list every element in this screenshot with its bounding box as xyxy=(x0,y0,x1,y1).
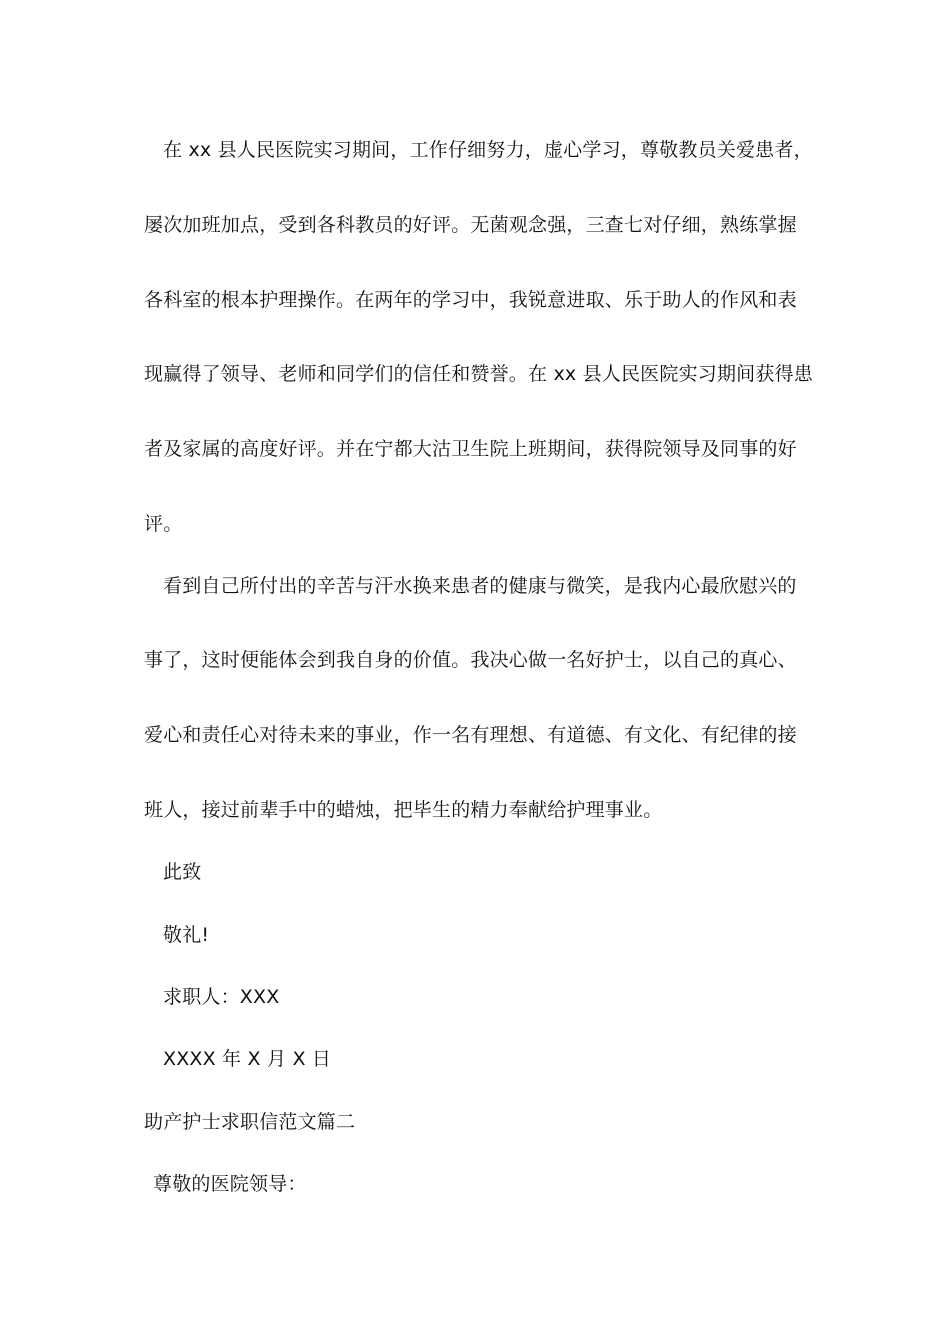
paragraph-1-line-1: 在 xx 县人民医院实习期间，工作仔细努力，虚心学习，尊敬教员关爱患者， xyxy=(163,139,813,161)
paragraph-1-line-6: 评。 xyxy=(144,513,183,535)
paragraph-2-line-1: 看到自己所付出的辛苦与汗水换来患者的健康与微笑，是我内心最欣慰兴的 xyxy=(163,575,797,597)
closing-regards: 敬礼! xyxy=(163,924,210,946)
letter-date: XXXX 年 X 月 X 日 xyxy=(163,1048,332,1070)
paragraph-2-line-2: 事了，这时便能体会到我自身的价值。我决心做一名好护士，以自己的真心、 xyxy=(144,649,797,671)
paragraph-1-line-3: 各科室的根本护理操作。在两年的学习中，我锐意进取、乐于助人的作风和表 xyxy=(144,289,797,311)
paragraph-1-line-2: 屡次加班加点，受到各科教员的好评。无菌观念强，三查七对仔细，熟练掌握 xyxy=(144,214,797,236)
section-greeting: 尊敬的医院领导： xyxy=(153,1173,307,1195)
paragraph-2-line-4: 班人，接过前辈手中的蜡烛，把毕生的精力奉献给护理事业。 xyxy=(144,799,663,821)
paragraph-1-line-4: 现赢得了领导、老师和同学们的信任和赞誉。在 xx 县人民医院实习期间获得患 xyxy=(144,363,813,385)
applicant-signature: 求职人：XXX xyxy=(163,986,280,1008)
closing-salutation: 此致 xyxy=(163,861,202,883)
paragraph-1-line-5: 者及家属的高度好评。并在宁都大沽卫生院上班期间，获得院领导及同事的好 xyxy=(144,438,797,460)
section-title: 助产护士求职信范文篇二 xyxy=(144,1111,356,1133)
paragraph-2-line-3: 爱心和责任心对待未来的事业，作一名有理想、有道德、有文化、有纪律的接 xyxy=(144,724,797,746)
